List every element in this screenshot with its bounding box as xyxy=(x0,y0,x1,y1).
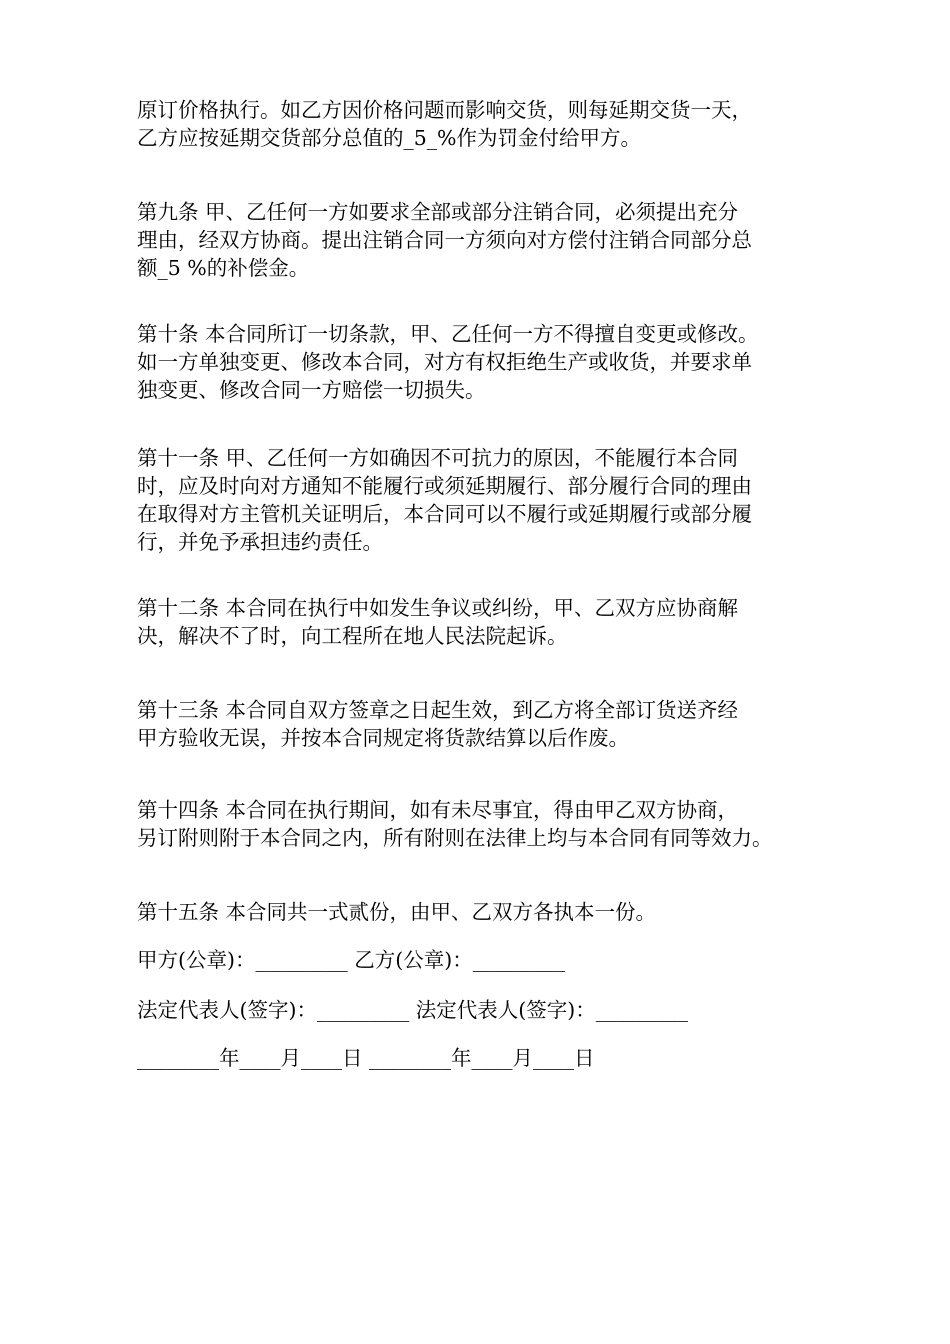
text-line: 时，应及时向对方通知不能履行或须延期履行、部分履行合同的理由 xyxy=(137,474,752,498)
text-line: 第十一条 甲、乙任何一方如确因不可抗力的原因，不能履行本合同 xyxy=(137,446,739,470)
text-line: 另订附则附于本合同之内，所有附则在法律上均与本合同有同等效力。 xyxy=(137,826,773,850)
clause-paragraph-14 xyxy=(137,796,837,852)
text-line: 原订价格执行。如乙方因价格问题而影响交货，则每延期交货一天， xyxy=(137,98,752,122)
date-line-text: ________年____月____日 ________年____月____日 xyxy=(137,1046,595,1070)
date-line xyxy=(137,1044,837,1072)
clause-paragraph-13 xyxy=(137,696,837,752)
clause-paragraph-15 xyxy=(137,898,837,926)
text-line: 第十二条 本合同在执行中如发生争议或纠纷，甲、乙双方应协商解 xyxy=(137,596,739,620)
text-line: 如一方单独变更、修改本合同，对方有权拒绝生产或收货，并要求单 xyxy=(137,350,752,374)
seal-line-text: 甲方(公章)：_________ 乙方(公章)：_________ xyxy=(137,948,566,972)
text-line: 第九条 甲、乙任何一方如要求全部或部分注销合同，必须提出充分 xyxy=(137,200,739,224)
text-line: 第十三条 本合同自双方签章之日起生效，到乙方将全部订货送齐经 xyxy=(137,698,739,722)
text-line: 额_5 %的补偿金。 xyxy=(137,256,310,280)
text-line: 理由，经双方协商。提出注销合同一方须向对方偿付注销合同部分总 xyxy=(137,228,752,252)
clause-paragraph-11 xyxy=(137,444,837,556)
clause-paragraph-penalty-continuation xyxy=(137,96,837,152)
text-line: 行，并免予承担违约责任。 xyxy=(137,530,383,554)
text-line: 在取得对方主管机关证明后，本合同可以不履行或延期履行或部分履 xyxy=(137,502,752,526)
clause-paragraph-9 xyxy=(137,198,837,282)
text-line: 第十五条 本合同共一式贰份，由甲、乙双方各执本一份。 xyxy=(137,900,657,924)
clause-paragraph-12 xyxy=(137,594,837,650)
text-line: 独变更、修改合同一方赔偿一切损失。 xyxy=(137,378,486,402)
representative-signature-line xyxy=(137,996,837,1024)
clause-paragraph-10 xyxy=(137,320,837,404)
text-line: 第十四条 本合同在执行期间，如有未尽事宜，得由甲乙双方协商， xyxy=(137,798,739,822)
text-line: 甲方验收无误，并按本合同规定将货款结算以后作废。 xyxy=(137,726,629,750)
representative-line-text: 法定代表人(签字)：_________ 法定代表人(签字)：_________ xyxy=(137,998,689,1022)
seal-line xyxy=(137,946,837,974)
text-line: 决，解决不了时，向工程所在地人民法院起诉。 xyxy=(137,624,568,648)
text-line: 乙方应按延期交货部分总值的_5_%作为罚金付给甲方。 xyxy=(137,126,642,150)
text-line: 第十条 本合同所订一切条款，甲、乙任何一方不得擅自变更或修改。 xyxy=(137,322,759,346)
